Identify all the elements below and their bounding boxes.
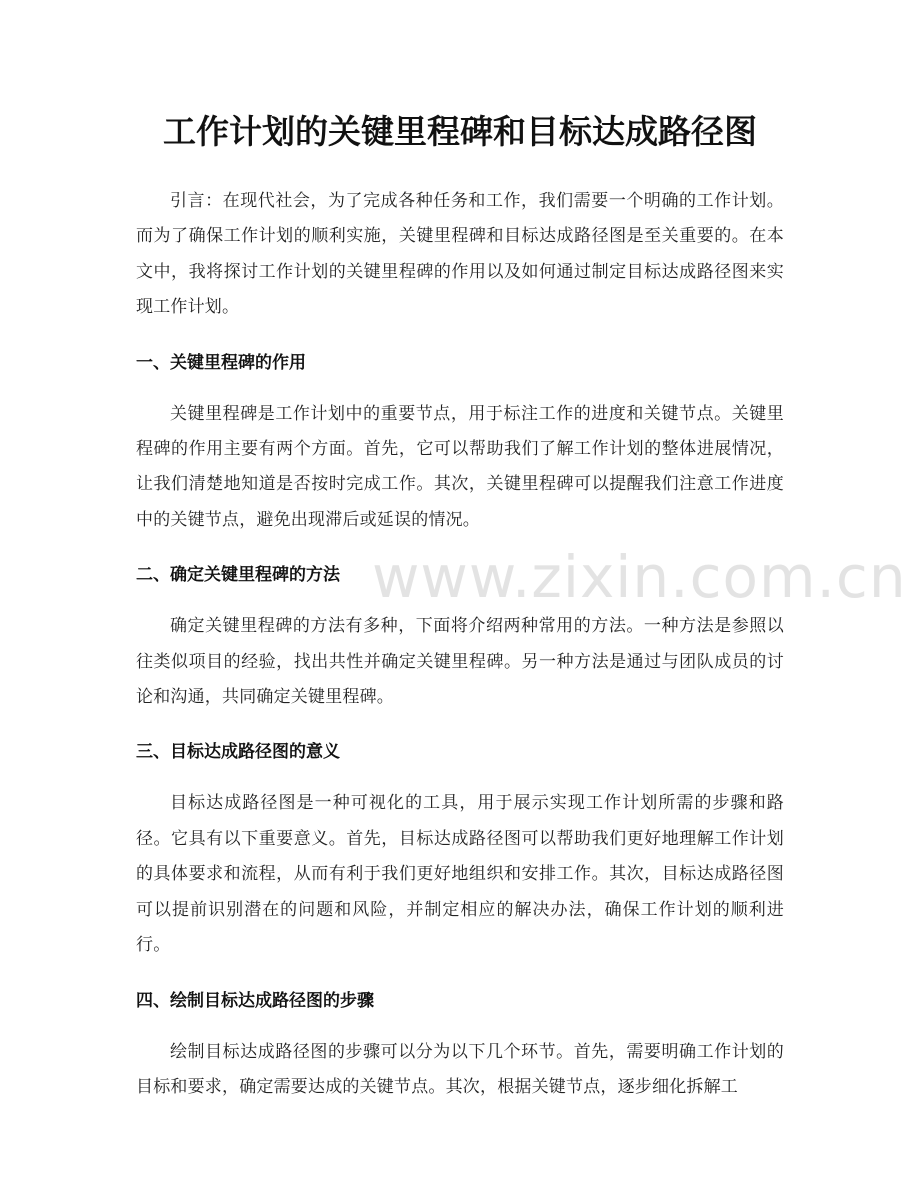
- watermark: www.zixin.com.cn: [372, 543, 907, 611]
- section-heading-2: 二、确定关键里程碑的方法: [136, 565, 340, 586]
- section-body-4: 绘制目标达成路径图的步骤可以分为以下几个环节。首先，需要明确工作计划的目标和要求，确定需要达成的关键节点。其次，根据关键节点，逐步细化拆解工: [136, 1041, 784, 1097]
- intro-paragraph: 引言：在现代社会，为了完成各种任务和工作，我们需要一个明确的工作计划。而为了确保工作计划的顺利实施，关键里程碑和目标达成路径图是至关重要的。在本文中，我将探讨工作计划的关键里程碑的作用以及如何通过制定目标达成路径图来实现工作计划。: [136, 191, 784, 318]
- section-body-3: 目标达成路径图是一种可视化的工具，用于展示实现工作计划所需的步骤和路径。它具有以下重要意义。首先，目标达成路径图可以帮助我们更好地理解工作计划的具体要求和流程，从而有利于我们更好地组织和安排工作。其次，目标达成路径图可以提前识别潜在的问题和风险，并制定相应的解决办法，确保工作计划的顺利进行。: [136, 793, 784, 956]
- document-title: 工作计划的关键里程碑和目标达成路径图: [163, 112, 757, 151]
- section-heading-3: 三、目标达成路径图的意义: [136, 742, 340, 763]
- section-body-2: 确定关键里程碑的方法有多种，下面将介绍两种常用的方法。一种方法是参照以往类似项目的经验，找出共性并确定关键里程碑。另一种方法是通过与团队成员的讨论和沟通，共同确定关键里程碑。: [136, 616, 784, 708]
- section-heading-4: 四、绘制目标达成路径图的步骤: [136, 990, 374, 1011]
- section-body-1: 关键里程碑是工作计划中的重要节点，用于标注工作的进度和关键节点。关键里程碑的作用主要有两个方面。首先，它可以帮助我们了解工作计划的整体进展情况，让我们清楚地知道是否按时完成工作。其次，关键里程碑可以提醒我们注意工作进度中的关键节点，避免出现滞后或延误的情况。: [136, 403, 784, 530]
- section-heading-1: 一、关键里程碑的作用: [136, 352, 306, 373]
